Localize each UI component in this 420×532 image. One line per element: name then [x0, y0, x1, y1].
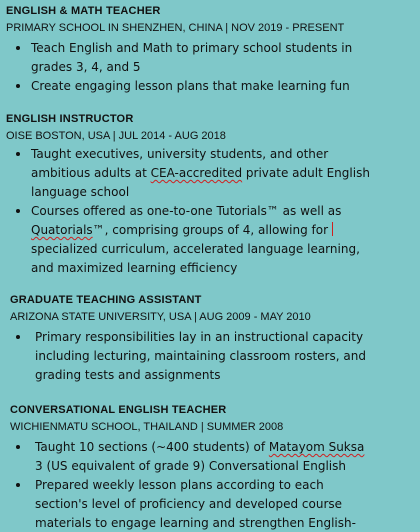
misspelled-word: Quatorials [31, 223, 93, 237]
job-meta: ARIZONA STATE UNIVERSITY, USA | AUG 2009 - MAY 2010 [10, 311, 311, 323]
bullet-line [31, 164, 420, 183]
bullet-line: grading tests and assignments [35, 368, 221, 382]
text-cursor [332, 222, 333, 236]
bullet-line: section's level of proficiency and developed course [35, 497, 343, 511]
bullet-line: Teach English and Math to primary school students in [31, 41, 353, 55]
text-run: Taught 10 sections (~400 students) of [35, 440, 269, 454]
job-entry [0, 402, 420, 532]
bullet-line: Prepared weekly lesson plans according to each [35, 478, 324, 492]
bullet-line: language school [31, 185, 130, 199]
job-title: GRADUATE TEACHING ASSISTANT [10, 294, 202, 306]
bullet-item [0, 438, 420, 476]
job-bullets [0, 438, 420, 532]
bullet-line [31, 221, 420, 240]
bullet-line: Primary responsibilities lay in an instructional capacity [35, 330, 364, 344]
job-title: ENGLISH INSTRUCTOR [6, 113, 134, 125]
bullet-line: grades 3, 4, and 5 [31, 60, 141, 74]
job-meta: OISE BOSTON, USA | JUL 2014 - AUG 2018 [6, 130, 226, 142]
bullet-line: and maximized learning efficiency [31, 261, 238, 275]
job-bullets [0, 145, 420, 278]
job-meta: PRIMARY SCHOOL IN SHENZHEN, CHINA | NOV 2019 - PRESENT [6, 22, 345, 34]
bullet-line: 3 (US equivalent of grade 9) Conversational English [35, 459, 346, 473]
bullet-line: materials to engage learning and strengthen English- [35, 516, 356, 530]
bullet-item [0, 145, 420, 202]
bullet-item [0, 77, 420, 96]
bullet-line: Courses offered as one-to-one Tutorials™ as well as [31, 204, 342, 218]
text-run: ™, comprising groups of 4, allowing for [92, 223, 329, 237]
job-bullets [0, 39, 420, 96]
bullet-line: Taught executives, university students, and other [31, 147, 329, 161]
bullet-item [0, 39, 420, 77]
text-run: private adult English [242, 166, 370, 180]
bullet-line: Create engaging lesson plans that make learning fun [31, 79, 350, 93]
text-run: ambitious adults at [31, 166, 151, 180]
misspelled-word: Matayom Suksa [268, 440, 365, 454]
misspelled-word: CEA-accredited [150, 166, 243, 180]
bullet-line: specialized curriculum, accelerated language learning, [31, 242, 360, 256]
bullet-line: including lecturing, maintaining classroom rosters, and [35, 349, 366, 363]
job-title: CONVERSATIONAL ENGLISH TEACHER [10, 404, 227, 416]
job-meta: WICHIENMATU SCHOOL, THAILAND | SUMMER 2008 [10, 421, 284, 433]
job-title: ENGLISH & MATH TEACHER [6, 5, 161, 17]
bullet-item [0, 202, 420, 278]
job-entry [0, 3, 420, 96]
bullet-item [0, 328, 420, 385]
bullet-line [35, 438, 420, 457]
job-bullets [0, 328, 420, 385]
job-entry [0, 111, 420, 278]
job-entry [0, 292, 420, 385]
bullet-item [0, 476, 420, 532]
